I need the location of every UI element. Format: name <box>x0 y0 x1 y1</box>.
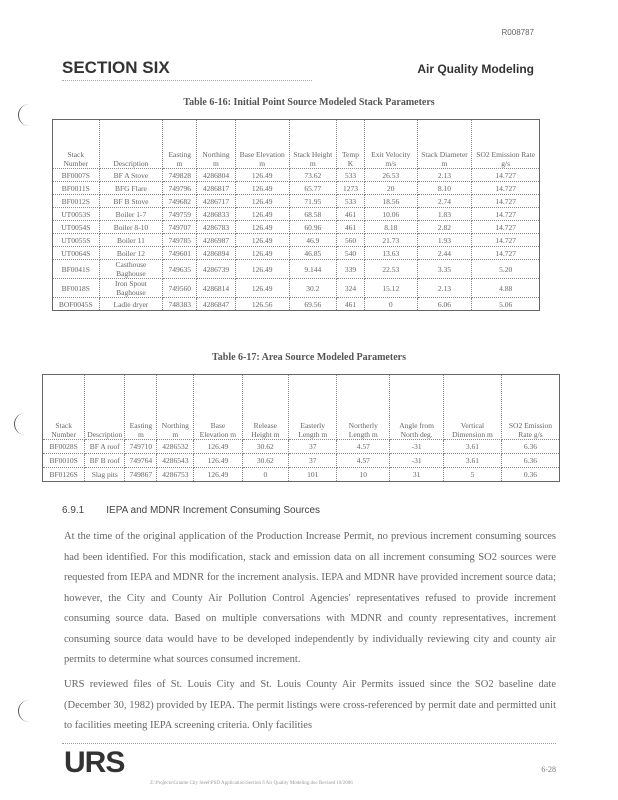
table-cell: 8.10 <box>417 182 472 195</box>
table-cell: BF0018S <box>53 279 100 298</box>
table-cell: 748383 <box>163 298 197 311</box>
table-cell: 2.44 <box>417 247 472 260</box>
table-cell: 14.727 <box>472 247 540 260</box>
table-cell: 749560 <box>163 279 197 298</box>
table-cell: 126.49 <box>235 260 289 279</box>
table-cell: 37 <box>289 440 337 454</box>
section-heading-title: IEPA and MDNR Increment Consuming Sources <box>106 505 321 516</box>
column-header: Vertical Dimension m <box>444 375 502 440</box>
document-id: R008787 <box>501 28 534 37</box>
table-cell: 126.49 <box>194 468 242 482</box>
table-cell: 46.9 <box>289 234 336 247</box>
table-cell: BF0028S <box>43 440 85 454</box>
column-header: Temp K <box>336 120 364 169</box>
table-cell: BF0012S <box>53 195 100 208</box>
table-cell: 749796 <box>163 182 197 195</box>
table-cell: 30.62 <box>242 454 289 468</box>
table-cell: 46.85 <box>289 247 336 260</box>
table-cell: 2.74 <box>417 195 472 208</box>
table-cell: 14.727 <box>472 208 540 221</box>
table-cell: 10 <box>337 468 390 482</box>
table-cell: Iron Spout Baghouse <box>99 279 163 298</box>
table-cell: 3.35 <box>417 260 472 279</box>
table-cell: 749867 <box>125 468 157 482</box>
table-cell: BF A Stove <box>99 169 163 182</box>
body-paragraph: At the time of the original application of the Production Increase Permit, no previous increment consuming sources had been identified. For this modification, stack and emission data on all increment consuming SO2 sources were requested from IEPA and MDNR for the increment analysis. IEPA and MDNR have provided increment source data; however, the City and County Air Pollution Control Agencies' representatives refused to provide increment consuming source data. Based on multiple conversations with MDNR and county representatives, increment consuming source data would have to be developed independently by individually reviewing city and county air permits to determine what sources consumed increment. <box>64 531 556 665</box>
column-header: Base Elevation m <box>235 120 289 169</box>
table-cell: 560 <box>336 234 364 247</box>
table-cell: 6.36 <box>501 440 559 454</box>
table-cell: UT0054S <box>53 221 100 234</box>
table-cell: 30.2 <box>289 279 336 298</box>
table-cell: BF0007S <box>53 169 100 182</box>
table-cell: 1.93 <box>417 234 472 247</box>
column-header: Stack Height m <box>289 120 336 169</box>
column-header: Stack Number <box>43 375 85 440</box>
table-cell: BOF0045S <box>53 298 100 311</box>
table-cell: 4.57 <box>337 440 390 454</box>
column-header: Release Height m <box>242 375 289 440</box>
column-header: Description <box>99 120 163 169</box>
table-cell: 0.36 <box>501 468 559 482</box>
table-cell: 2.13 <box>417 279 472 298</box>
table-cell: 15.12 <box>365 279 418 298</box>
table-cell: 4.88 <box>472 279 540 298</box>
table-cell: Boiler 8-10 <box>99 221 163 234</box>
table-cell: 14.727 <box>472 195 540 208</box>
table-cell: BF A roof <box>85 440 125 454</box>
table-cell: 461 <box>336 208 364 221</box>
footer-rule <box>62 743 556 744</box>
table-cell: 69.56 <box>289 298 336 311</box>
column-header: SO2 Emission Rate g/s <box>501 375 559 440</box>
table-cell: 533 <box>336 195 364 208</box>
table-cell: 2.82 <box>417 221 472 234</box>
table-cell: 749759 <box>163 208 197 221</box>
table-cell: 22.53 <box>365 260 418 279</box>
table-cell: 339 <box>336 260 364 279</box>
column-header: Angle from North deg. <box>390 375 444 440</box>
column-header: Easting m <box>163 120 197 169</box>
table-cell: 749601 <box>163 247 197 260</box>
chapter-title: Air Quality Modeling <box>417 62 534 76</box>
table-cell: Boiler 1-7 <box>99 208 163 221</box>
table-cell: 21.73 <box>365 234 418 247</box>
table-cell: 5.06 <box>472 298 540 311</box>
table-cell: BF B Stove <box>99 195 163 208</box>
table-cell: 26.53 <box>365 169 418 182</box>
table-row <box>43 454 560 468</box>
table-cell: 37 <box>289 454 337 468</box>
table-cell: 126.49 <box>235 247 289 260</box>
table-cell: 4286753 <box>157 468 194 482</box>
table-cell: 73.62 <box>289 169 336 182</box>
table-cell: -31 <box>390 454 444 468</box>
table-cell: 126.49 <box>194 454 242 468</box>
table-cell: 60.96 <box>289 221 336 234</box>
table-cell: 5.20 <box>472 260 540 279</box>
table-cell: 14.727 <box>472 234 540 247</box>
table-cell: 14.727 <box>472 169 540 182</box>
table-cell: 4286532 <box>157 440 194 454</box>
table-cell: Slag pits <box>85 468 125 482</box>
table-cell: 14.727 <box>472 182 540 195</box>
table-cell: 749682 <box>163 195 197 208</box>
table-row <box>53 260 540 279</box>
table-row <box>53 279 540 298</box>
table-cell: 30.62 <box>242 440 289 454</box>
table-cell: 4286739 <box>197 260 236 279</box>
table-row <box>53 169 540 182</box>
table-row <box>53 234 540 247</box>
table-cell: BFG Flare <box>99 182 163 195</box>
column-header: Northing m <box>197 120 236 169</box>
table-cell: 4286833 <box>197 208 236 221</box>
column-header: Easterly Length m <box>289 375 337 440</box>
area-source-table <box>42 374 560 482</box>
column-header: Stack Number <box>53 120 100 169</box>
table-cell: 749710 <box>125 440 157 454</box>
table-cell: 13.63 <box>365 247 418 260</box>
table-cell: 4286987 <box>197 234 236 247</box>
column-header: Exit Velocity m/s <box>365 120 418 169</box>
table-cell: 749635 <box>163 260 197 279</box>
table-cell: 18.56 <box>365 195 418 208</box>
table-cell: 126.49 <box>235 234 289 247</box>
table-cell: 0 <box>242 468 289 482</box>
table-cell: 101 <box>289 468 337 482</box>
table-cell: 0 <box>365 298 418 311</box>
table-cell: 1.83 <box>417 208 472 221</box>
urs-logo: URS <box>64 746 125 779</box>
table-cell: 3.61 <box>444 440 502 454</box>
table-cell: Ladle dryer <box>99 298 163 311</box>
table-cell: Boiler 11 <box>99 234 163 247</box>
table-cell: 2.13 <box>417 169 472 182</box>
table-row <box>53 298 540 311</box>
point-source-table <box>52 119 540 311</box>
table-cell: 4286847 <box>197 298 236 311</box>
table-cell: UT0053S <box>53 208 100 221</box>
table-cell: 126.49 <box>235 195 289 208</box>
table-cell: 65.77 <box>289 182 336 195</box>
column-header: Easting m <box>125 375 157 440</box>
table-cell: 461 <box>336 221 364 234</box>
table-cell: 20 <box>365 182 418 195</box>
table-cell: 1273 <box>336 182 364 195</box>
column-header: Description <box>85 375 125 440</box>
table-cell: 4286717 <box>197 195 236 208</box>
table-cell: 749828 <box>163 169 197 182</box>
table-cell: 68.58 <box>289 208 336 221</box>
table-cell: Casthouse Baghouse <box>99 260 163 279</box>
table-cell: 4286804 <box>197 169 236 182</box>
section-title: SECTION SIX <box>62 58 170 77</box>
table-row <box>53 195 540 208</box>
table-cell: -31 <box>390 440 444 454</box>
table-cell: 31 <box>390 468 444 482</box>
column-header: SO2 Emission Rate g/s <box>472 120 540 169</box>
table-cell: 749764 <box>125 454 157 468</box>
column-header: Base Elevation m <box>194 375 242 440</box>
table-cell: 749707 <box>163 221 197 234</box>
body-paragraph: URS reviewed files of St. Louis City and St. Louis County Air Permits issued since the SO2 baseline date (December 30, 1982) provided by IEPA. The permit listings were cross-referenced by permit date and permitted unit to facilities meeting IEPA screening criteria. Only facilities <box>64 679 556 731</box>
table-cell: 6.36 <box>501 454 559 468</box>
table-cell: 5 <box>444 468 502 482</box>
table-cell: 324 <box>336 279 364 298</box>
table-cell: 533 <box>336 169 364 182</box>
table-cell: 4.57 <box>337 454 390 468</box>
table2-caption: Table 6-17: Area Source Modeled Parameters <box>212 352 406 363</box>
table-cell: 6.06 <box>417 298 472 311</box>
column-header: Northing m <box>157 375 194 440</box>
table-row <box>53 221 540 234</box>
table-cell: 71.95 <box>289 195 336 208</box>
table-row <box>53 247 540 260</box>
table-cell: UT0055S <box>53 234 100 247</box>
table-cell: 126.49 <box>235 279 289 298</box>
table-cell: 9.144 <box>289 260 336 279</box>
column-header: Stack Diameter m <box>417 120 472 169</box>
table-cell: 749785 <box>163 234 197 247</box>
table-cell: 4286894 <box>197 247 236 260</box>
table-cell: 126.49 <box>235 182 289 195</box>
footer-file-path: Z:\Projects\Granite City Steel\PSD Application\Section 6 Air Quality Modeling.doc Revised 10/2006 <box>150 781 353 786</box>
table-cell: BF0011S <box>53 182 100 195</box>
binder-hole-mark <box>14 413 27 435</box>
table-cell: 126.49 <box>235 208 289 221</box>
table-cell: 14.727 <box>472 221 540 234</box>
table-cell: 4286814 <box>197 279 236 298</box>
section-heading <box>62 505 342 516</box>
table-cell: 126.49 <box>235 221 289 234</box>
table-row <box>53 182 540 195</box>
binder-hole-mark <box>18 700 31 722</box>
table-cell: 126.49 <box>235 169 289 182</box>
table-row <box>43 440 560 454</box>
table-cell: 540 <box>336 247 364 260</box>
table-cell: 461 <box>336 298 364 311</box>
table-cell: 126.49 <box>194 440 242 454</box>
table-cell: 4286543 <box>157 454 194 468</box>
table-cell: 3.61 <box>444 454 502 468</box>
table-cell: UT0064S <box>53 247 100 260</box>
table1-caption: Table 6-16: Initial Point Source Modeled Stack Parameters <box>183 97 435 108</box>
table-cell: 4286817 <box>197 182 236 195</box>
section-number: 6.9.1 <box>62 505 85 516</box>
table-cell: 10.06 <box>365 208 418 221</box>
table-row <box>43 468 560 482</box>
header-rule <box>62 80 312 81</box>
column-header: Northerly Length m <box>337 375 390 440</box>
table-cell: BF0010S <box>43 454 85 468</box>
table-cell: BF0126S <box>43 468 85 482</box>
table-cell: 8.18 <box>365 221 418 234</box>
table-cell: BF0041S <box>53 260 100 279</box>
table-cell: Boiler 12 <box>99 247 163 260</box>
page-number: 6-28 <box>541 765 556 774</box>
table-cell: BF B roof <box>85 454 125 468</box>
table-cell: 4286783 <box>197 221 236 234</box>
table-row <box>53 208 540 221</box>
table-cell: 126.56 <box>235 298 289 311</box>
